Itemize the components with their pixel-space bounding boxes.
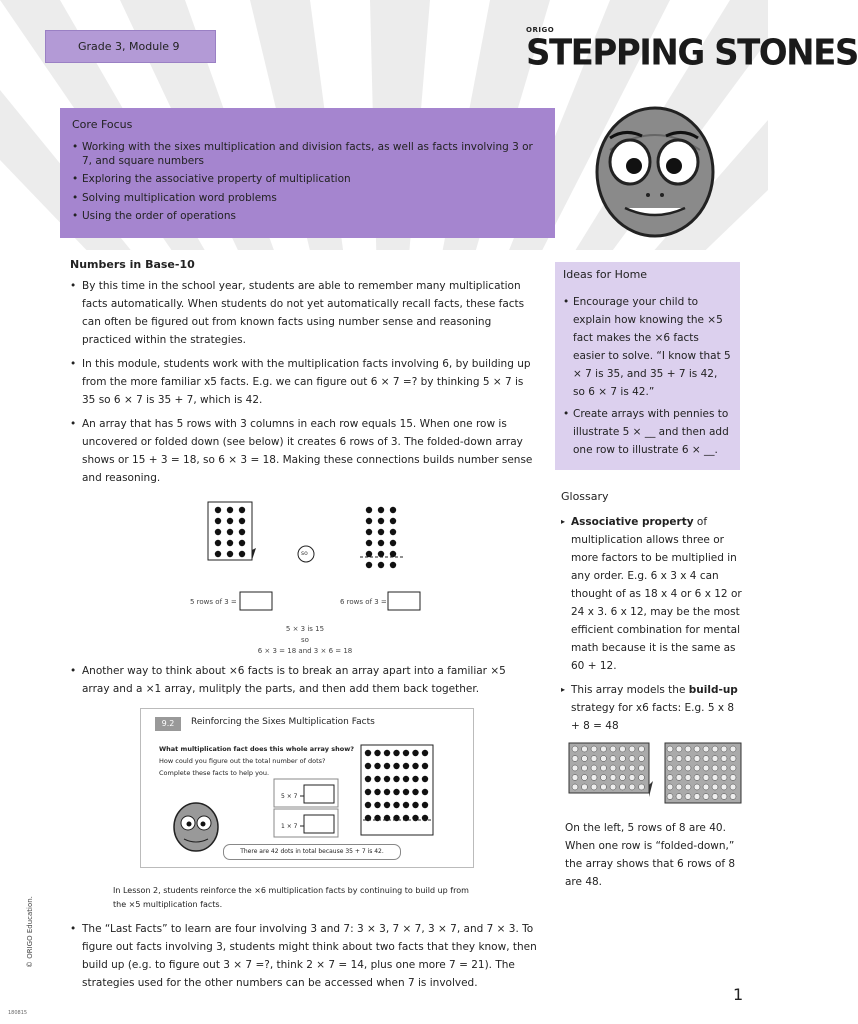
array-dot [685,746,691,752]
array-dot [591,784,597,790]
array-dot [227,529,233,535]
array-dot [393,789,399,795]
array-dot [384,750,390,756]
array-dot [582,784,588,790]
paragraph-2: • In this module, students work with the multiplication facts involving 6, by building up from the more familiar x5 facts. E.g. we can figure out 6 × 7 =? by thinking 5 × 7 is 35 so 6 × 7 is 35 + 7, which is 42. [70,355,540,409]
array-dot [629,746,635,752]
core-focus-item: • Using the order of operations [72,210,543,224]
ideas-title: Ideas for Home [563,268,648,281]
array-dot [721,794,727,800]
array-dot [730,746,736,752]
section-heading: Numbers in Base-10 [70,258,195,271]
array-dot [601,746,607,752]
array-dot [365,763,371,769]
logo-title: STEPPING STONES [526,32,858,74]
glossary-definition: of multiplication allows three or more factors to be multiplied in any order. E.g. 6 x 3 x 4 can thought of as 18 x 4 or 6 x 12 or 24 x 3. 6 x 12, may be the most efficient combination for mental math because it is the same as 60 + 12. [571,516,742,672]
array-dot [703,756,709,762]
array-dot [676,746,682,752]
array-dot [393,763,399,769]
array-dot [403,776,409,782]
fact-1x7: 1 × 7 = [281,823,305,830]
array-dot [629,756,635,762]
build-up-array-images [561,741,741,807]
document-code: 180815 [8,1010,28,1016]
right-array-label: 6 rows of 3 = [340,598,387,606]
array-dot [393,802,399,808]
array-dot [390,529,396,535]
array-dot [601,756,607,762]
array-dot [639,784,645,790]
paragraph-3: • An array that has 5 rows with 3 columns in each row equals 15. When one row is uncovered or folded down (see below) it creates 6 rows of 3. The folded-down array shows or 15 + 3 = 18, so 6 × 3 = 18. Making these connections builds number sense and reasoning. [70,415,540,487]
fact-5x7: 5 × 7 = [281,793,305,800]
turtle-mascot-icon [590,100,720,240]
array-dot [610,746,616,752]
array-dot [629,784,635,790]
array-dot [730,756,736,762]
array-dot [730,775,736,781]
array-dot [676,784,682,790]
array-dot [215,507,221,513]
array-dot [403,763,409,769]
glossary-text: strategy for x6 facts: E.g. 5 x 8 + 8 = 48 [571,702,735,732]
array-dot [712,756,718,762]
array-dot [390,518,396,524]
array-dot [366,551,372,557]
array-dot [730,794,736,800]
grade-module-tab [45,30,216,63]
equation-line: so [301,636,309,644]
array-dot [694,746,700,752]
array-dot [384,802,390,808]
array-dot [712,784,718,790]
array-dot [582,756,588,762]
array-dot [239,529,245,535]
array-dot [227,551,233,557]
array-dot [412,776,418,782]
array-dot [412,789,418,795]
array-dot [378,551,384,557]
lesson-question: How could you figure out the total number of dots? [159,757,326,765]
array-dot [572,765,578,771]
glossary-term: build-up [688,684,738,696]
array-dot [601,775,607,781]
array-figure [180,500,460,660]
array-dot [582,765,588,771]
array-dot [365,776,371,782]
array-dot [676,775,682,781]
array-dot [412,763,418,769]
array-dot [591,775,597,781]
array-dot [378,562,384,568]
glossary-panel [561,490,743,891]
array-dot [629,765,635,771]
array-dot [422,750,428,756]
array-dot [403,750,409,756]
array-dot [676,794,682,800]
array-dot [694,775,700,781]
array-dot [239,551,245,557]
equation-line: 6 × 3 = 18 and 3 × 6 = 18 [257,647,353,655]
array-dot [572,746,578,752]
array-dot [374,802,380,808]
array-dot [591,756,597,762]
array-dot [610,756,616,762]
array-dot [393,776,399,782]
array-dot [591,765,597,771]
array-dot [620,775,626,781]
array-dot [703,794,709,800]
ideas-for-home-panel [555,262,740,470]
array-dot [366,518,372,524]
core-focus-item: • Solving multiplication word problems [72,192,543,206]
array-dot [390,507,396,513]
array-dot [694,765,700,771]
array-dot [378,518,384,524]
array-dot [639,756,645,762]
so-label: so [301,550,308,557]
array-dot [239,518,245,524]
array-dot [620,756,626,762]
array-dot [374,763,380,769]
array-dot [667,794,673,800]
array-dot [572,756,578,762]
array-dot [582,775,588,781]
array-dot [374,789,380,795]
core-focus-title: Core Focus [72,118,133,131]
array-dot [676,765,682,771]
array-dot [703,775,709,781]
array-dot [685,784,691,790]
page-number: 1 [733,985,744,1004]
array-dot [365,789,371,795]
stepping-stones-logo [526,26,858,86]
array-dot [620,746,626,752]
array-dot [601,784,607,790]
array-dot [620,784,626,790]
paragraph-4: • Another way to think about ×6 facts is to break an array apart into a familiar ×5 array and a ×1 array, mulitply the parts, and then add them back together. [70,662,532,698]
array-dot [366,507,372,513]
array-dot [378,540,384,546]
array-dot [378,529,384,535]
copyright-text: © ORIGO Education. [26,896,34,968]
main-column [70,258,540,493]
array-dot [721,765,727,771]
array-dot [694,756,700,762]
array-dot [685,765,691,771]
array-dot [730,784,736,790]
glossary-caption: On the left, 5 rows of 8 are 40. When one row is “folded-down,” the array shows that 6 rows of 8 are 48. [565,822,736,888]
array-dot [721,784,727,790]
array-dot [365,750,371,756]
array-dot [610,784,616,790]
left-array-label: 5 rows of 3 = [190,598,237,606]
glossary-item [561,513,743,675]
array-dot [685,794,691,800]
paragraph-1: • By this time in the school year, students are able to remember many multiplication facts automatically. When students do not yet automatically recall facts, these facts can often be figured out from known facts using number sense and reasoning practiced within the strategies. [70,277,540,349]
array-dot [374,776,380,782]
glossary-item [561,681,743,735]
array-dot [422,802,428,808]
array-dot [366,529,372,535]
paragraph-5: • The “Last Facts” to learn are four involving 3 and 7: 3 × 3, 7 × 7, 3 × 7, and 7 × 3. To figure out facts involving 3, students might think about two facts that they know, then build up (e.g. to figure out 3 × 7 =?, think 2 × 7 = 14, plus one more 7 = 21). The strategies used for the other numbers can be accessed when 7 is involved. [70,920,552,992]
array-dot [694,784,700,790]
array-dot [667,784,673,790]
array-dot [639,765,645,771]
ideas-item: • Encourage your child to explain how knowing the ×5 fact makes the ×6 facts easier to solve. “I know that 5 × 7 is 35, and 35 + 7 is 42, so 6 × 7 is 42.” [563,293,732,401]
array-dot [582,746,588,752]
array-dot [227,540,233,546]
array-dot [239,540,245,546]
array-dot [703,765,709,771]
array-dot [610,765,616,771]
glossary-text: This array models the [571,684,689,696]
array-dot [422,789,428,795]
array-dot [384,789,390,795]
turtle-mascot-small-icon [169,797,223,853]
array-dot [215,551,221,557]
array-dot [215,518,221,524]
array-dot [412,750,418,756]
array-dot [384,776,390,782]
array-dot [610,775,616,781]
array-dot [667,756,673,762]
array-dot [366,540,372,546]
array-dot [712,765,718,771]
array-dot [572,784,578,790]
lesson-excerpt [140,708,474,868]
array-dot [601,765,607,771]
array-dot [676,756,682,762]
array-dot [393,750,399,756]
array-dot [422,763,428,769]
lesson-question: What multiplication fact does this whole array show? [159,745,354,753]
array-dot [639,775,645,781]
speech-bubble-text: There are 42 dots in total because 35 + 7 is 42. [240,848,384,855]
array-dot [712,794,718,800]
core-focus-item: • Working with the sixes multiplication and division facts, as well as facts involving 3 or 7, and square numbers [72,141,543,168]
array-dot [591,746,597,752]
array-dot [721,775,727,781]
array-dot [685,756,691,762]
array-dot [384,763,390,769]
array-dot [620,765,626,771]
logo-brand: ORIGO [526,26,555,34]
core-focus-item: • Exploring the associative property of multiplication [72,173,543,187]
speech-bubble [223,844,401,860]
array-dot [629,775,635,781]
copyright-vertical [10,896,50,970]
ideas-item: • Create arrays with pennies to illustrate 5 × __ and then add one row to illustrate 6 × __. [563,405,732,459]
array-dot [667,765,673,771]
array-dot [378,507,384,513]
glossary-title: Glossary [561,490,609,503]
grade-module-label: Grade 3, Module 9 [78,40,180,53]
array-dot [227,518,233,524]
array-dot [703,784,709,790]
array-dot [390,540,396,546]
equation-line: 5 × 3 is 15 [285,625,325,633]
array-dot [390,562,396,568]
array-dot [215,529,221,535]
lesson-title: Reinforcing the Sixes Multiplication Facts [191,717,375,727]
array-dot [239,507,245,513]
array-dot [422,776,428,782]
dot-array-6x7 [361,745,433,835]
lesson-tag: 9.2 [155,717,181,731]
lesson-question: Complete these facts to help you. [159,769,270,777]
array-dot [227,507,233,513]
array-dot [667,775,673,781]
glossary-term: Associative property [571,516,694,528]
array-dot [721,756,727,762]
array-dot [712,746,718,752]
array-dot [685,775,691,781]
array-dot [403,802,409,808]
array-dot [572,775,578,781]
array-dot [639,746,645,752]
array-dot [366,562,372,568]
array-dot [412,802,418,808]
array-dot [365,802,371,808]
array-dot [712,775,718,781]
array-dot [667,746,673,752]
array-dot [721,746,727,752]
array-dot [703,746,709,752]
lesson-caption: In Lesson 2, students reinforce the ×6 multiplication facts by continuing to build up from the ×5 multiplication facts. [113,886,469,909]
array-dot [374,750,380,756]
array-dot [694,794,700,800]
array-dot [390,551,396,557]
core-focus-panel [60,108,555,238]
array-dot [403,789,409,795]
array-dot [215,540,221,546]
array-dot [730,765,736,771]
